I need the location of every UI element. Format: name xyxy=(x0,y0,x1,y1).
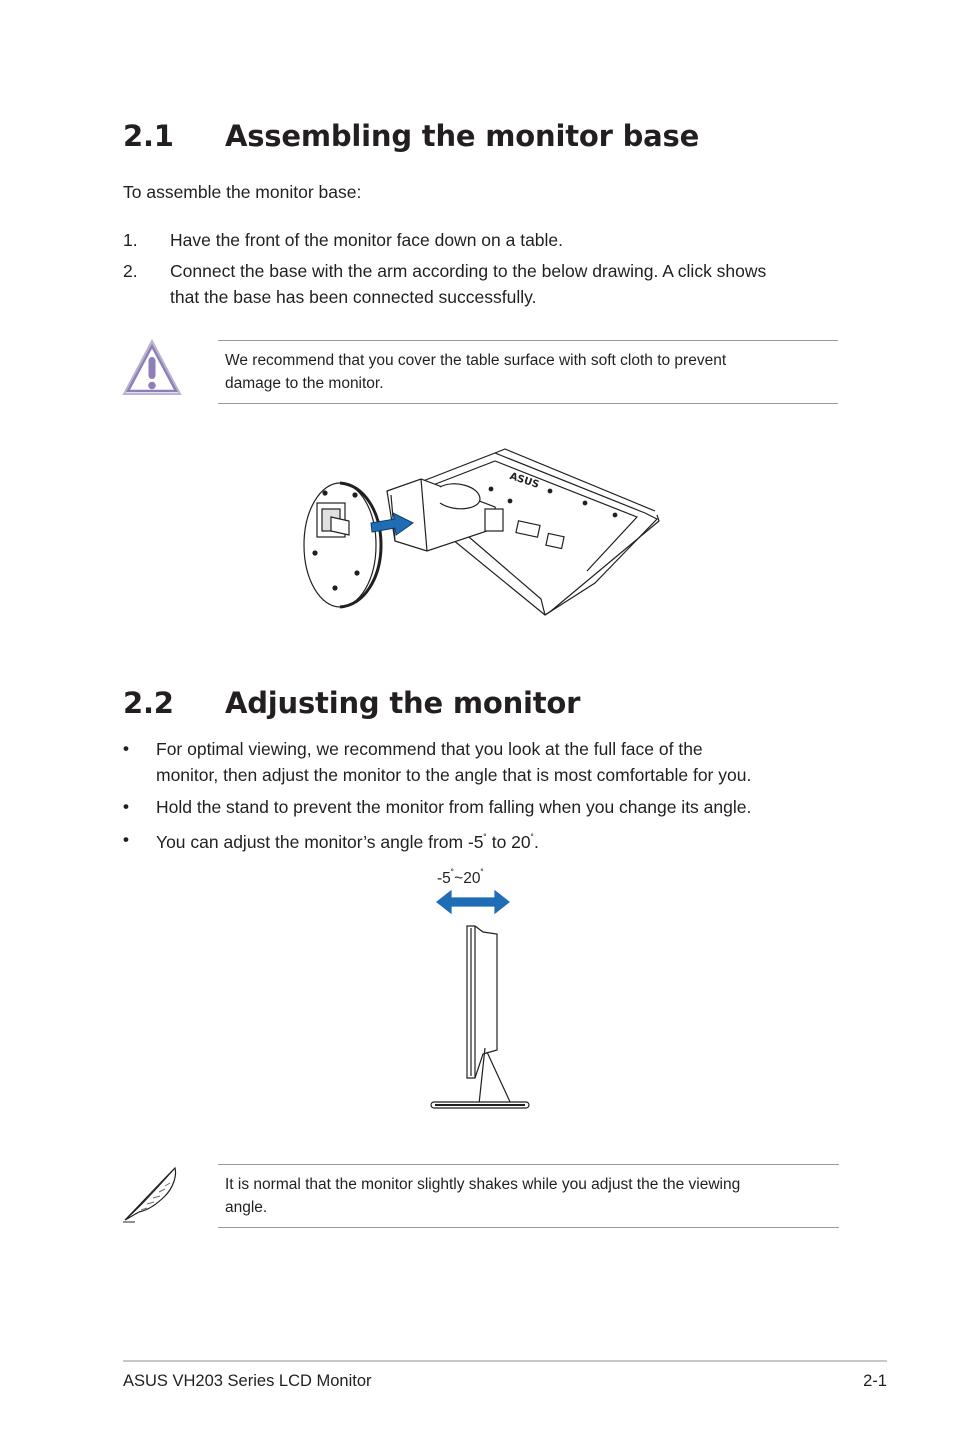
bullet-item xyxy=(123,794,853,820)
bullet-text-line1: For optimal viewing, we recommend that you look at the full face of the xyxy=(156,739,703,759)
warning-top-rule xyxy=(218,340,838,341)
bullet-dot: • xyxy=(123,797,129,816)
tilt-figure xyxy=(425,888,535,1118)
section-title: Assembling the monitor base xyxy=(225,119,700,153)
warning-text-line1: We recommend that you cover the table surface with soft cloth to prevent xyxy=(225,352,727,369)
page-number: 2-1 xyxy=(863,1372,887,1390)
step-1 xyxy=(123,227,853,253)
degree-symbol: ˚ xyxy=(530,834,534,845)
assembly-figure xyxy=(295,443,665,618)
step-number: 2. xyxy=(123,261,138,281)
angle-text-b: to 20 xyxy=(486,832,531,852)
asus-logo-text: ASUS xyxy=(508,470,541,491)
angle-text-c: . xyxy=(534,832,539,852)
note-bottom-rule xyxy=(218,1227,839,1228)
monitor-side-view xyxy=(431,926,529,1108)
step-text-line2: that the base has been connected successfully. xyxy=(170,287,537,307)
bullet-item xyxy=(123,827,853,853)
degree-symbol: ˚ xyxy=(450,869,455,880)
footer-title: ASUS VH203 Series LCD Monitor xyxy=(123,1372,372,1390)
note-top-rule xyxy=(218,1164,839,1165)
warning-bottom-rule xyxy=(218,403,838,404)
warning-text-line2: damage to the monitor. xyxy=(225,375,384,392)
bullet-item xyxy=(123,736,853,788)
note-text-line2: angle. xyxy=(225,1199,268,1216)
bullet-dot: • xyxy=(123,739,129,758)
step-2 xyxy=(123,258,853,310)
section-title: Adjusting the monitor xyxy=(225,686,581,720)
section-heading-2-1 xyxy=(123,119,823,159)
warning-text xyxy=(225,349,835,395)
monitor-base-disk xyxy=(304,483,381,607)
angle-text-a: You can adjust the monitor’s angle from -5 xyxy=(156,832,484,852)
bullet-dot: • xyxy=(123,830,129,849)
step-text-line1: Connect the base with the arm according to the below drawing. A click shows xyxy=(170,261,767,281)
bullet-text xyxy=(156,827,539,855)
footer-rule xyxy=(123,1360,887,1362)
degree-symbol: ˚ xyxy=(483,834,487,845)
section-number: 2.1 xyxy=(123,119,174,153)
note-text xyxy=(225,1173,837,1219)
feather-pen-icon xyxy=(121,1166,181,1224)
note-text-line1: It is normal that the monitor slightly shakes while you adjust the the viewing xyxy=(225,1176,741,1193)
intro-text: To assemble the monitor base: xyxy=(123,182,362,202)
step-number: 1. xyxy=(123,230,138,250)
warning-triangle-icon xyxy=(121,338,183,398)
step-text: Have the front of the monitor face down on a table. xyxy=(170,230,564,250)
degree-symbol: ˚ xyxy=(480,869,484,880)
tilt-label-b: ~20 xyxy=(454,870,481,887)
tilt-label-a: -5 xyxy=(437,870,451,887)
bullet-text-line2: monitor, then adjust the monitor to the angle that is most comfortable for you. xyxy=(156,765,752,785)
section-number: 2.2 xyxy=(123,686,174,720)
tilt-direction-arrow xyxy=(437,891,509,913)
tilt-range-label xyxy=(437,869,484,888)
section-heading-2-2 xyxy=(123,686,823,726)
bullet-text: Hold the stand to prevent the monitor from falling when you change its angle. xyxy=(156,797,752,817)
